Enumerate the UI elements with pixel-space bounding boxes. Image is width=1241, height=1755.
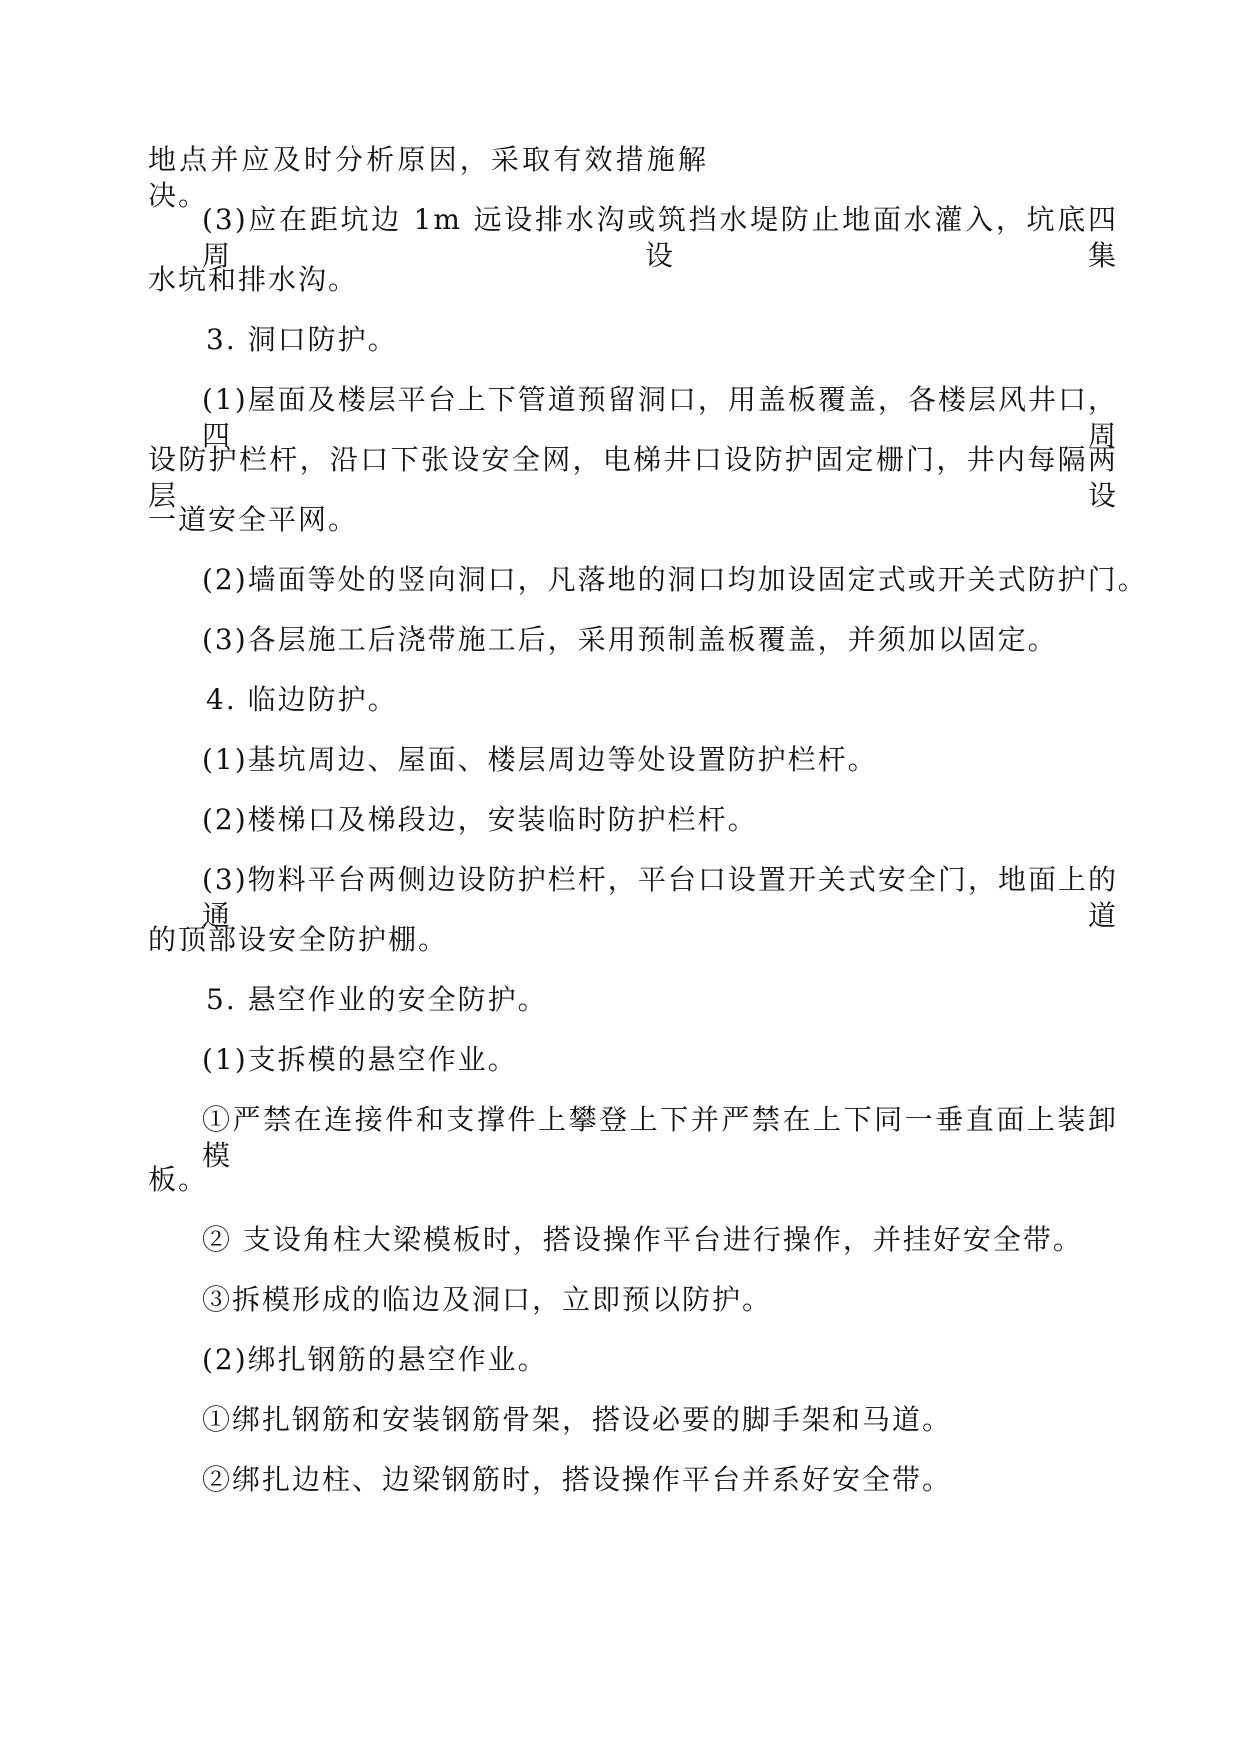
section-heading-3: 3. 洞口防护。	[206, 323, 398, 356]
text-line-21: (2)绑扎钢筋的悬空作业。	[202, 1343, 548, 1376]
text-line-19: ② 支设角柱大梁模板时，搭设操作平台进行操作，并挂好安全带。	[202, 1223, 1083, 1256]
text-line-1: 地点并应及时分析原因，采取有效措施解决。	[148, 143, 708, 212]
text-line-5: (1)屋面及楼层平台上下管道预留洞口，用盖板覆盖，各楼层风井口，四周	[202, 383, 1118, 452]
text-line-14: 的顶部设安全防护棚。	[148, 923, 449, 956]
section-heading-4: 4. 临边防护。	[206, 683, 398, 716]
text-line-16: (1)支拆模的悬空作业。	[202, 1043, 518, 1076]
text-line-13: (3)物料平台两侧边设防护栏杆，平台口设置开关式安全门，地面上的通道	[202, 863, 1118, 932]
text-line-9: (3)各层施工后浇带施工后，采用预制盖板覆盖，并须加以固定。	[202, 623, 1058, 656]
text-line-20: ③拆模形成的临边及洞口，立即预以防护。	[202, 1283, 773, 1316]
text-line-17: ①严禁在连接件和支撑件上攀登上下并严禁在上下同一垂直面上装卸模	[202, 1103, 1118, 1172]
text-line-12: (2)楼梯口及梯段边，安装临时防护栏杆。	[202, 803, 758, 836]
section-heading-5: 5. 悬空作业的安全防护。	[206, 983, 548, 1016]
text-line-8: (2)墙面等处的竖向洞口，凡落地的洞口均加设固定式或开关式防护门。	[202, 563, 1148, 596]
text-line-18: 板。	[148, 1163, 209, 1196]
text-line-3: 水坑和排水沟。	[148, 263, 359, 296]
text-line-22: ①绑扎钢筋和安装钢筋骨架，搭设必要的脚手架和马道。	[202, 1403, 953, 1436]
text-line-6: 设防护栏杆，沿口下张设安全网，电梯井口设防护固定栅门，井内每隔两层设	[148, 443, 1118, 512]
text-line-7: 一道安全平网。	[148, 503, 359, 536]
text-line-2: (3)应在距坑边 1m 远设排水沟或筑挡水堤防止地面水灌入，坑底四周设集	[202, 203, 1118, 272]
text-line-23: ②绑扎边柱、边梁钢筋时，搭设操作平台并系好安全带。	[202, 1463, 953, 1496]
text-line-11: (1)基坑周边、屋面、楼层周边等处设置防护栏杆。	[202, 743, 878, 776]
